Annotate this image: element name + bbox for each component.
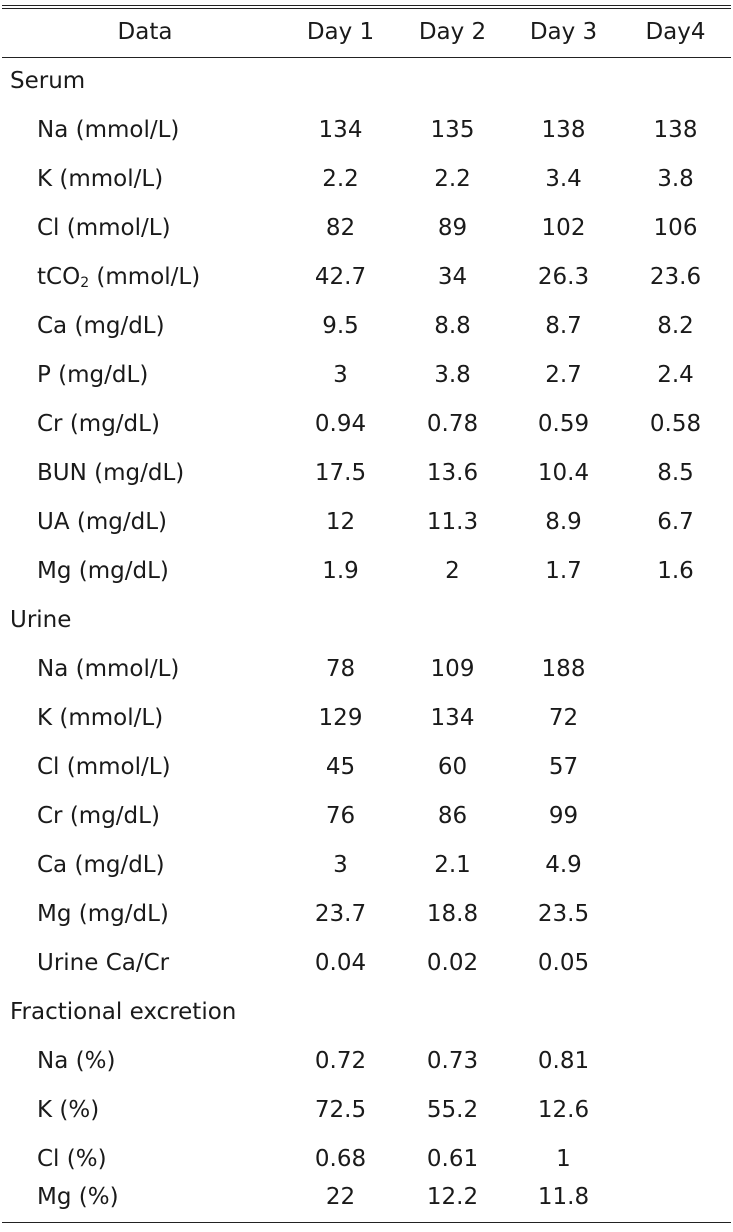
cell-day2: 135 [430,117,475,143]
cell-day1: 9.5 [322,313,359,339]
cell-day4: 106 [653,215,698,241]
cell-day1: 134 [318,117,363,143]
row-label: Mg (mg/dL) [37,558,169,584]
cell-day1: 76 [325,803,356,829]
row-label-main: tCO [37,264,81,290]
cell-day4: 6.7 [657,509,694,535]
cell-day3: 2.7 [545,362,582,388]
header-day3: Day 3 [529,19,598,45]
header-day1: Day 1 [306,19,375,45]
cell-day2: 3.8 [434,362,471,388]
cell-day4: 1.6 [657,558,694,584]
table-row [0,1086,733,1135]
section-fractional-excretion [0,988,733,1037]
row-label-subscript: 2 [80,275,90,291]
cell-day3: 0.05 [537,950,590,976]
table-row [0,694,733,743]
row-label: Cl (mmol/L) [37,215,171,241]
row-label: K (mmol/L) [37,705,164,731]
cell-day2: 12.2 [426,1184,479,1210]
cell-day3: 8.7 [545,313,582,339]
row-label: UA (mg/dL) [37,509,167,535]
cell-day2: 8.8 [434,313,471,339]
row-label: P (mg/dL) [37,362,149,388]
cell-day2: 2 [445,558,460,584]
table-row [0,106,733,155]
cell-day3: 1 [556,1146,571,1172]
cell-day2: 11.3 [426,509,479,535]
cell-day1: 72.5 [314,1097,367,1123]
cell-day2: 2.1 [434,852,471,878]
cell-day1: 129 [318,705,363,731]
cell-day2: 18.8 [426,901,479,927]
cell-day3: 72 [548,705,579,731]
cell-day2: 134 [430,705,475,731]
row-label: Cl (%) [37,1146,107,1172]
cell-day1: 45 [325,754,356,780]
row-label: Cr (mg/dL) [37,803,160,829]
header-day2: Day 2 [418,19,487,45]
row-label: Ca (mg/dL) [37,313,165,339]
cell-day2: 2.2 [434,166,471,192]
section-label: Fractional excretion [10,999,237,1025]
cell-day1: 82 [325,215,356,241]
cell-day2: 86 [437,803,468,829]
table-row [0,547,733,596]
table-row [0,204,733,253]
table-row [0,155,733,204]
cell-day1: 23.7 [314,901,367,927]
cell-day2: 34 [437,264,468,290]
cell-day2: 55.2 [426,1097,479,1123]
cell-day1: 12 [325,509,356,535]
table-row [0,890,733,939]
cell-day1: 22 [325,1184,356,1210]
cell-day2: 89 [437,215,468,241]
cell-day3: 138 [541,117,586,143]
row-label: Na (mmol/L) [37,117,180,143]
cell-day3: 188 [541,656,586,682]
section-serum [0,57,733,106]
cell-day3: 12.6 [537,1097,590,1123]
row-label [37,253,317,302]
table-row [0,449,733,498]
table-row [0,743,733,792]
cell-day1: 0.68 [314,1146,367,1172]
cell-day3: 10.4 [537,460,590,486]
cell-day3: 57 [548,754,579,780]
table-row [0,1173,733,1222]
cell-day3: 1.7 [545,558,582,584]
table-bottom-rule [2,1222,731,1223]
row-label: Ca (mg/dL) [37,852,165,878]
row-label: K (mmol/L) [37,166,164,192]
header-data: Data [117,19,173,45]
section-urine [0,596,733,645]
cell-day1: 3 [333,362,348,388]
cell-day1: 0.94 [314,411,367,437]
cell-day2: 13.6 [426,460,479,486]
row-label: Na (%) [37,1048,116,1074]
cell-day3: 11.8 [537,1184,590,1210]
row-label: Urine Ca/Cr [37,950,170,976]
cell-day4: 2.4 [657,362,694,388]
cell-day4: 8.2 [657,313,694,339]
cell-day3: 23.5 [537,901,590,927]
row-label-unit: (mmol/L) [89,264,201,290]
cell-day1: 0.04 [314,950,367,976]
cell-day2: 0.78 [426,411,479,437]
cell-day3: 99 [548,803,579,829]
cell-day3: 26.3 [537,264,590,290]
table-row [0,792,733,841]
cell-day2: 0.02 [426,950,479,976]
cell-day1: 42.7 [314,264,367,290]
table-row [0,498,733,547]
cell-day1: 1.9 [322,558,359,584]
cell-day3: 0.81 [537,1048,590,1074]
cell-day4: 138 [653,117,698,143]
cell-day2: 0.73 [426,1048,479,1074]
table-row [0,1037,733,1086]
cell-day4: 0.58 [649,411,702,437]
row-label: BUN (mg/dL) [37,460,185,486]
cell-day3: 0.59 [537,411,590,437]
cell-day3: 8.9 [545,509,582,535]
cell-day1: 2.2 [322,166,359,192]
section-label: Serum [10,68,86,94]
table-row [0,253,733,302]
cell-day3: 102 [541,215,586,241]
cell-day1: 3 [333,852,348,878]
row-label: Cl (mmol/L) [37,754,171,780]
cell-day1: 78 [325,656,356,682]
header-day4: Day4 [645,19,706,45]
row-label: Mg (mg/dL) [37,901,169,927]
cell-day2: 109 [430,656,475,682]
cell-day4: 23.6 [649,264,702,290]
row-label: K (%) [37,1097,100,1123]
cell-day4: 8.5 [657,460,694,486]
row-label: Mg (%) [37,1184,119,1210]
cell-day4: 3.8 [657,166,694,192]
cell-day2: 0.61 [426,1146,479,1172]
table-header-row [0,8,733,57]
section-label: Urine [10,607,72,633]
table-row [0,645,733,694]
cell-day2: 60 [437,754,468,780]
row-label: Na (mmol/L) [37,656,180,682]
cell-day1: 0.72 [314,1048,367,1074]
row-label: Cr (mg/dL) [37,411,160,437]
cell-day1: 17.5 [314,460,367,486]
table-row [0,841,733,890]
cell-day3: 4.9 [545,852,582,878]
cell-day3: 3.4 [545,166,582,192]
table-row [0,400,733,449]
table-row [0,302,733,351]
table-row [0,351,733,400]
table-row [0,939,733,988]
